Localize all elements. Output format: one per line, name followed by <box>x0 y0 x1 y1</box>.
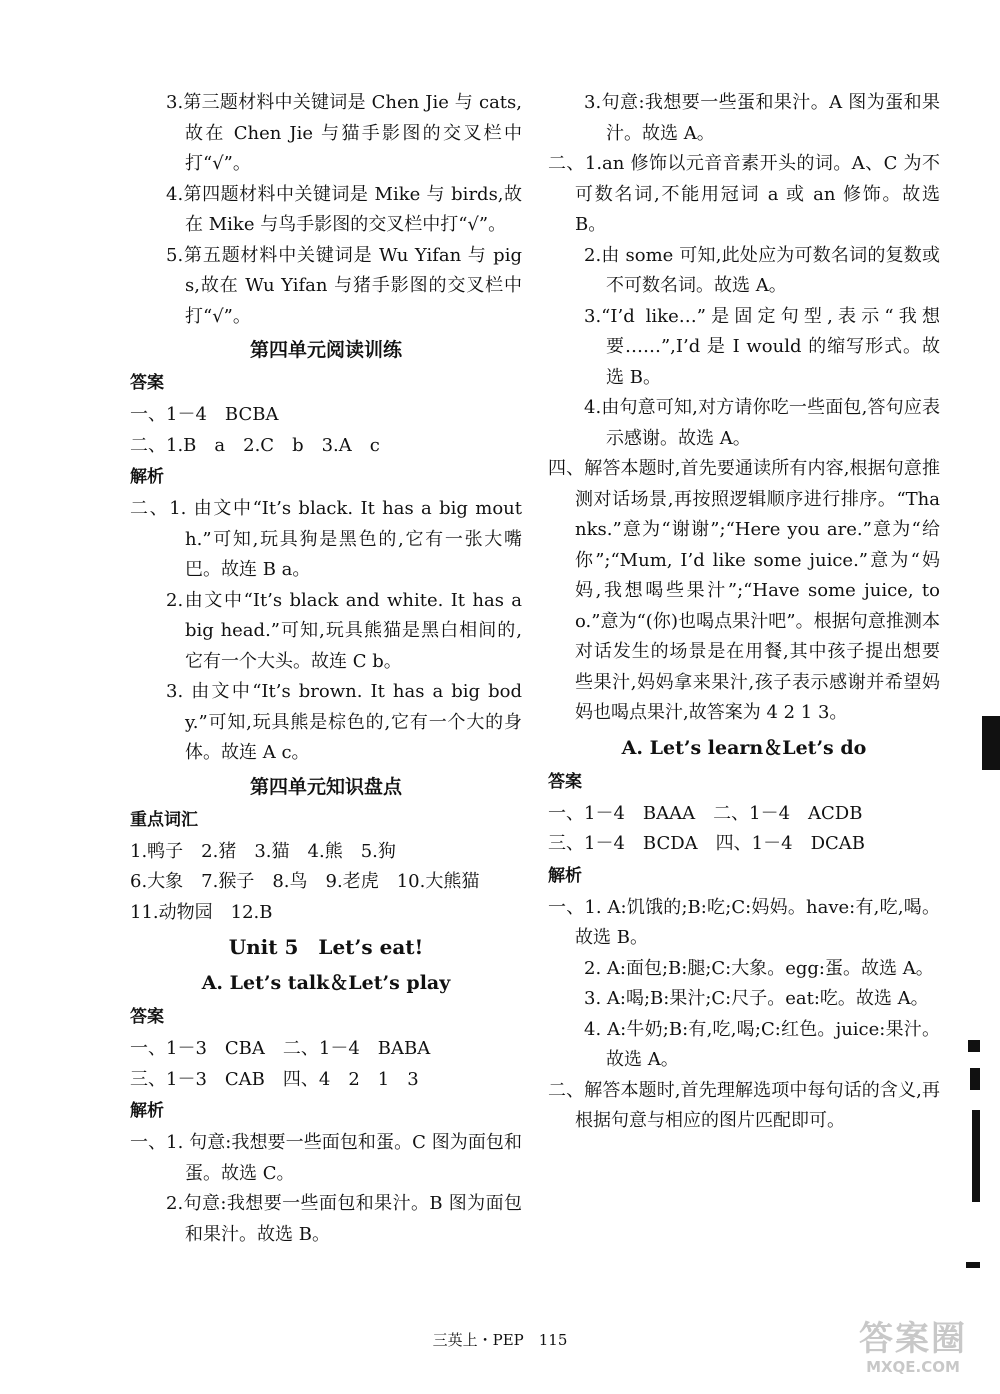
lesson-heading-learn: A. Let’s learn＆Let’s do <box>621 736 867 759</box>
analysis-label: 解析 <box>130 467 164 487</box>
scan-edge-mark <box>966 1262 980 1268</box>
analysis-item: 4. A:牛奶;B:有,吃,喝;C:红色。juice:果汁。故选 A。 <box>584 1018 940 1070</box>
analysis-item: 二、解答本题时,首先理解选项中每句话的含义,再根据句意与相应的图片匹配即可。 <box>548 1079 940 1131</box>
left-item-4: 4.第四题材料中关键词是 Mike 与 birds,故在 Mike 与鸟手影图的交叉栏中打“√”。 <box>166 183 522 235</box>
left-item-3: 3.第三题材料中关键词是 Chen Jie 与 cats,故在 Chen Jie 与猫手影图的交叉栏中打“√”。 <box>166 92 522 174</box>
answer-line: 二、1.B a 2.C b 3.A c <box>130 434 380 456</box>
answer-line: 一、1－3 CBA 二、1－4 BABA <box>130 1038 431 1059</box>
answer-label: 答案 <box>130 1007 164 1027</box>
section-heading-knowledge: 第四单元知识盘点 <box>249 775 402 798</box>
analysis-label: 解析 <box>130 1101 164 1121</box>
right-item: 2.由 some 可知,此处应为可数名词的复数或不可数名词。故选 A。 <box>584 244 940 296</box>
vocab-line: 11.动物园 12.B <box>130 901 273 923</box>
analysis-item: 3. 由文中“It’s brown. It has a big body.”可知,玩具熊是棕色的,它有一个大的身体。故连 A c。 <box>166 681 522 763</box>
watermark-logo <box>838 1320 988 1384</box>
answer-line: 三、1－4 BCDA 四、1－4 DCAB <box>548 833 866 854</box>
analysis-item: 3. A:喝;B:果汁;C:尺子。eat:吃。故选 A。 <box>584 988 929 1009</box>
analysis-item: 二、1. 由文中“It’s black. It has a big mouth.”可知,玩具狗是黑色的,它有一张大嘴巴。故连 B a。 <box>130 498 522 580</box>
answer-line: 一、1－4 BCBA <box>130 404 279 425</box>
section-heading-reading: 第四单元阅读训练 <box>249 339 402 361</box>
scan-edge-mark <box>968 1040 980 1052</box>
watermark-text: 答案圈 <box>859 1319 967 1359</box>
scan-edge-mark <box>970 1068 980 1090</box>
left-item-5: 5.第五题材料中关键词是 Wu Yifan 与 pigs,故在 Wu Yifan 与猪手影图的交叉栏中打“√”。 <box>166 244 522 327</box>
analysis-item: 一、1. A:饥饿的;B:吃;C:妈妈。have:有,吃,喝。故选 B。 <box>548 896 940 948</box>
analysis-item: 2. A:面包;B:腿;C:大象。egg:蛋。故选 A。 <box>584 957 934 979</box>
right-item: 四、解答本题时,首先要通读所有内容,根据句意推测对话场景,再按照逻辑顺序进行排序。“Thanks.”意为“谢谢”;“Here you are.”意为“给你”;“Mum, I’d like some juice.”意为“妈妈,我想喝些果汁”;“Have some juice, too.”意为“(你)也喝点果汁吧”。根据句意推测本对话发生的场景是在用餐,其中孩子提出想要些果汁,妈妈拿来果汁,孩子表示感谢并希望妈妈也喝点果汁,故答案为 4 2 1 3。 <box>548 458 940 723</box>
analysis-item: 2.句意:我想要一些面包和果汁。B 图为面包和果汁。故选 B。 <box>166 1193 522 1245</box>
vocab-line: 1.鸭子 2.猪 3.猫 4.熊 5.狗 <box>130 840 396 862</box>
answer-line: 一、1－4 BAAA 二、1－4 ACDB <box>548 802 863 824</box>
right-item: 二、1.an 修饰以元音音素开头的词。A、C 为不可数名词,不能用冠词 a 或 an 修饰。故选 B。 <box>548 153 940 235</box>
page-footer: 三英上・PEP 115 <box>432 1331 568 1349</box>
right-item: 3.句意:我想要一些蛋和果汁。A 图为蛋和果汁。故选 A。 <box>584 92 940 144</box>
answer-line: 三、1－3 CAB 四、4 2 1 3 <box>130 1068 419 1090</box>
answer-label: 答案 <box>548 771 582 792</box>
analysis-item: 一、1. 句意:我想要一些面包和蛋。C 图为面包和蛋。故选 C。 <box>130 1132 522 1184</box>
unit-title: Unit 5 Let’s eat! <box>228 935 424 959</box>
vocab-line: 6.大象 7.猴子 8.鸟 9.老虎 10.大熊猫 <box>130 871 480 892</box>
vocab-label: 重点词汇 <box>130 809 198 830</box>
analysis-label: 解析 <box>548 865 582 886</box>
answer-label: 答案 <box>130 373 164 393</box>
analysis-item: 2.由文中“It’s black and white. It has a big head.”可知,玩具熊猫是黑白相间的,它有一个大头。故连 C b。 <box>166 589 522 672</box>
right-item: 3.“I’d like…”是固定句型,表示“我想要……”,I’d 是 I would 的缩写形式。故选 B。 <box>584 305 940 388</box>
right-item: 4.由句意可知,对方请你吃一些面包,答句应表示感谢。故选 A。 <box>584 397 940 449</box>
right-column <box>548 88 940 1137</box>
scan-edge-mark <box>972 1110 980 1202</box>
lesson-heading-talk: A. Let’s talk＆Let’s play <box>201 972 451 994</box>
scan-edge-mark <box>982 716 1000 770</box>
left-column <box>130 88 522 1250</box>
watermark-url: MXQE.COM <box>866 1358 960 1376</box>
